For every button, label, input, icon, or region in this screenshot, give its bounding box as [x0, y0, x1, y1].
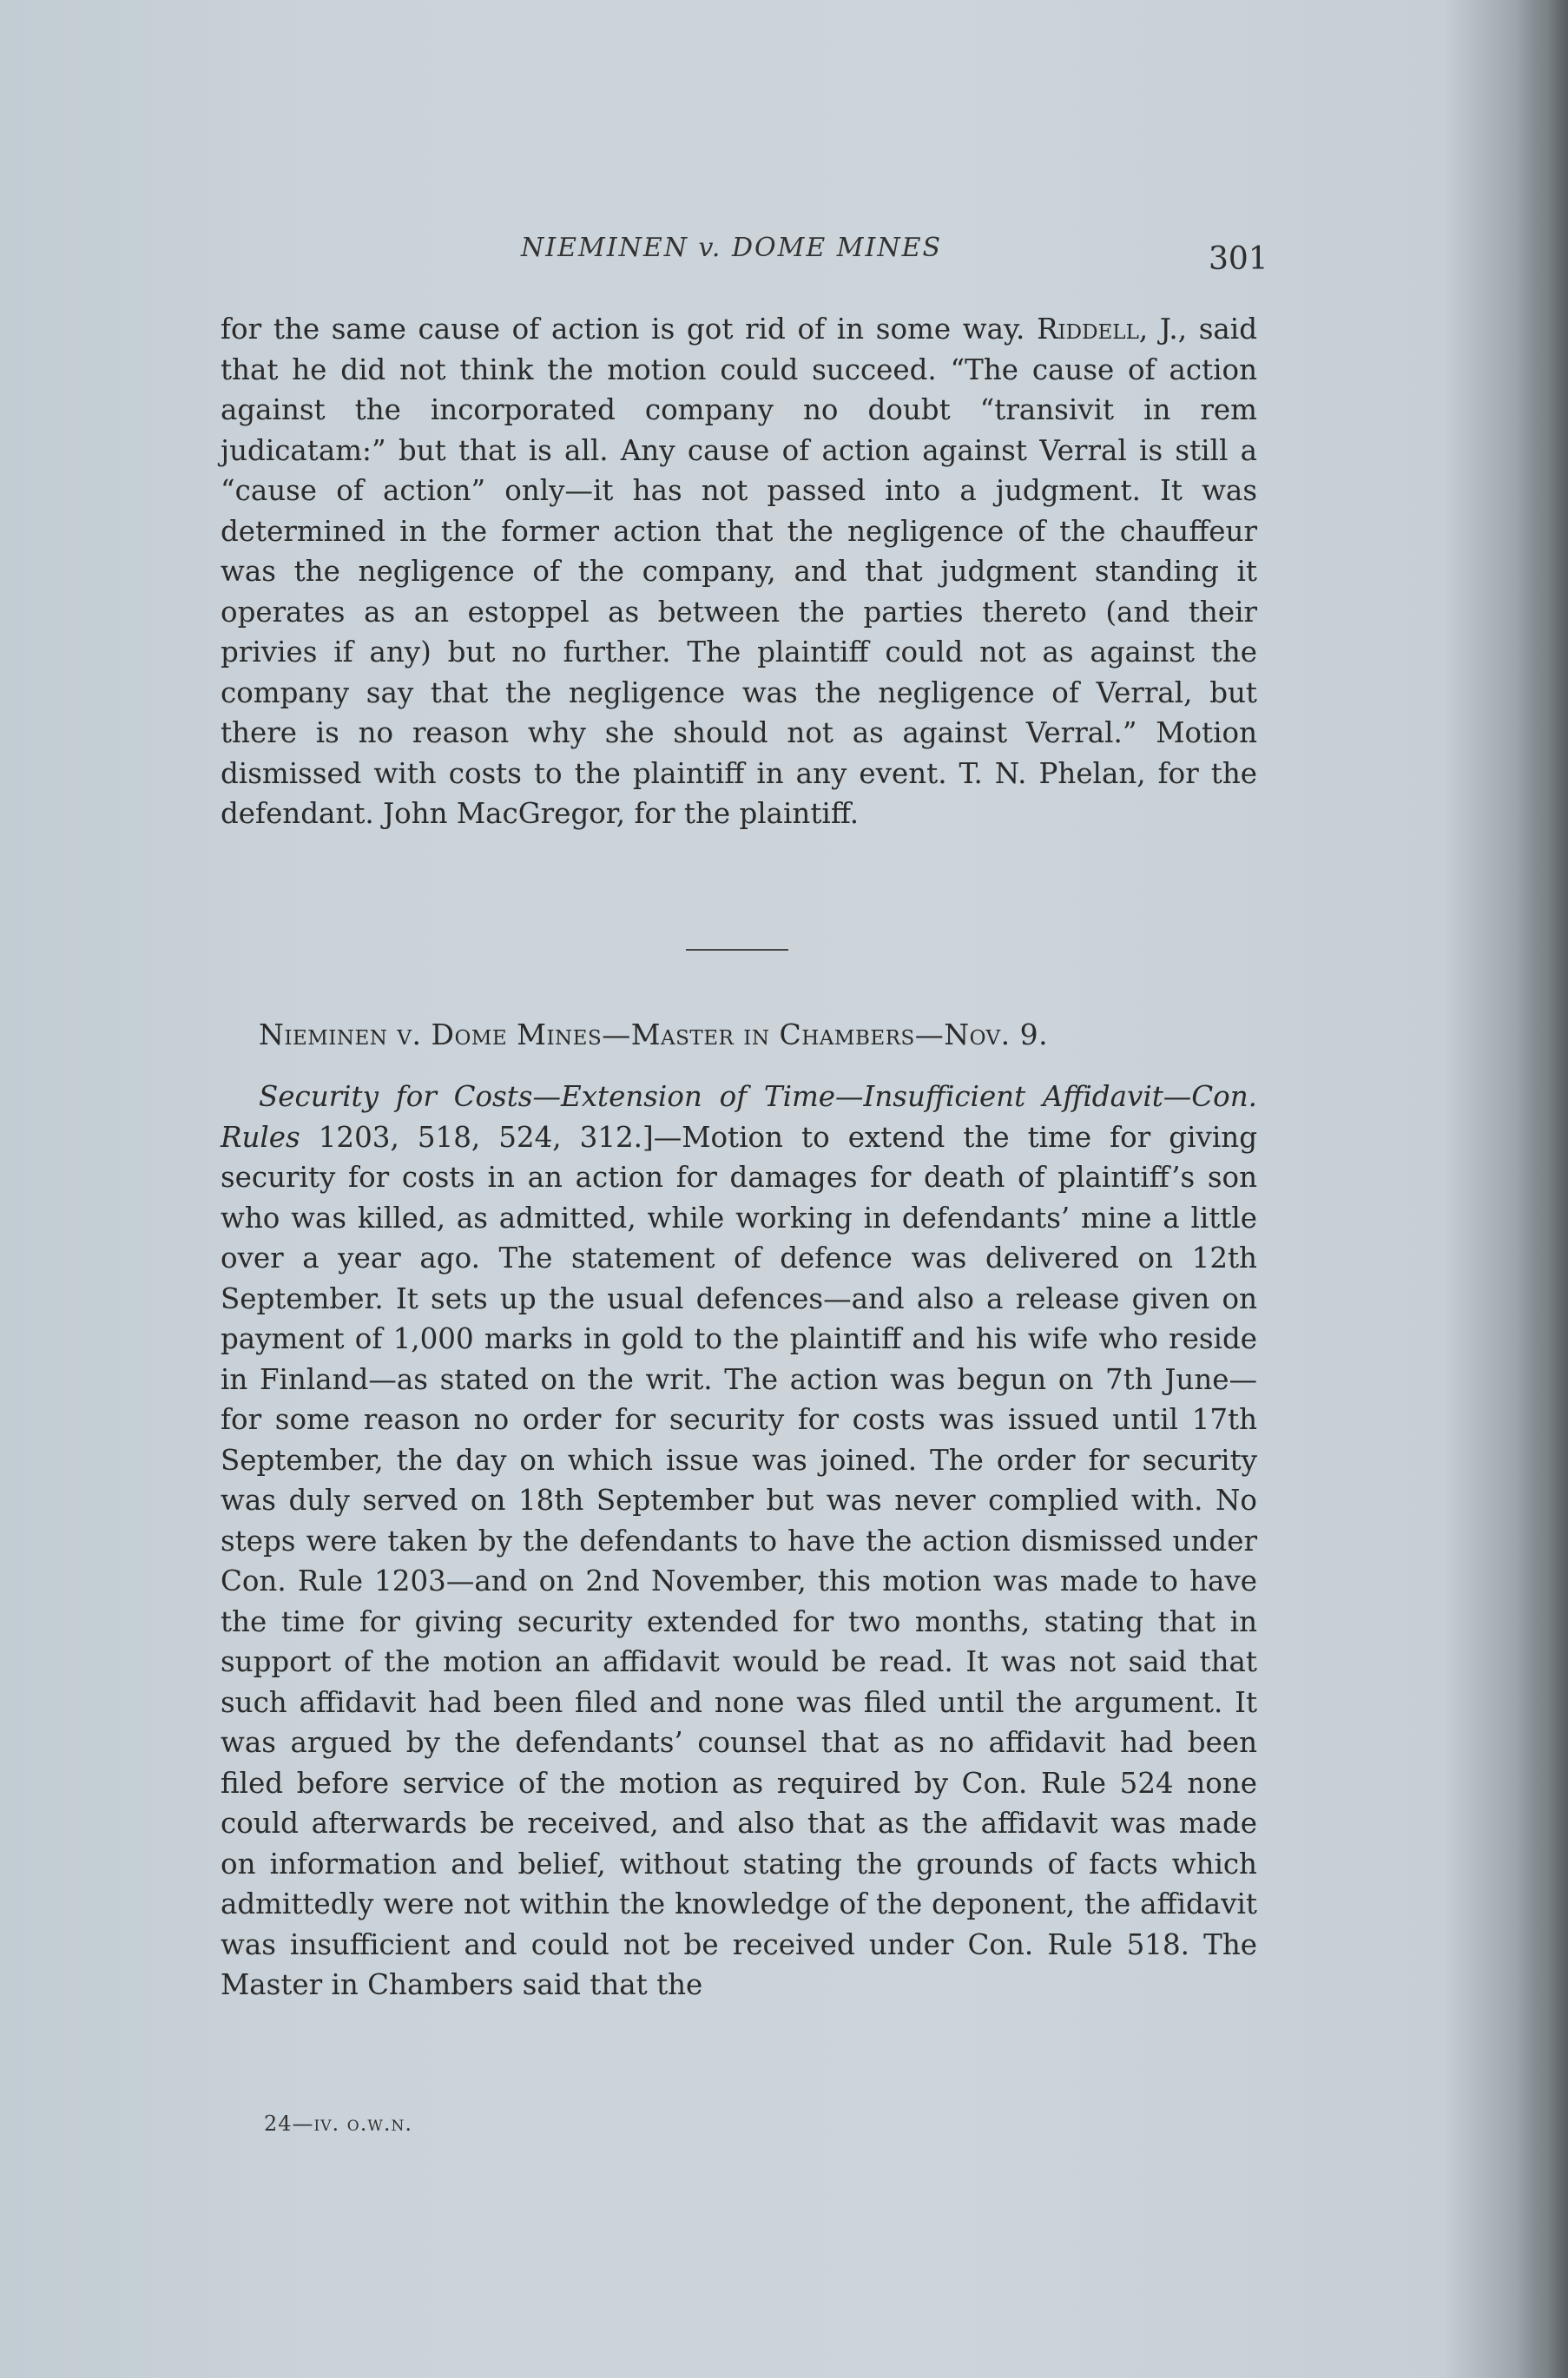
- signature-number: 24—: [264, 2111, 314, 2136]
- running-head: NIEMINEN v. DOME MINES: [521, 233, 943, 263]
- signature-volume: iv. o.w.n.: [313, 2111, 412, 2136]
- paragraph-text: for the same cause of action is got rid of in some way.: [221, 313, 1038, 346]
- case-heading: Nieminen v. Dome Mines—Master in Chambers—Nov. 9.: [259, 1018, 1049, 1051]
- judge-name: Riddell: [1037, 313, 1139, 346]
- paragraph-text: , J., said that he did not think the motion could succeed. “The cause of action against the incorporated company no doubt “transivit in rem judicatam:” but that is all. Any cause of action against Verral is still a “cause of action” only—it has not passed into a judgment. It was determined in the former action that the negligence of the chauffeur was the negligence of the company, and that judgment standing it operates as an estoppel as between the parties thereto (and their privies if any) but no further. The plaintiff could not as against the company say that the negligence was the negligence of Verral, but there is no reason why she should not as against Verral.” Motion dismissed with costs to the plaintiff in any event. T. N. Phelan, for the defendant. John MacGregor, for the plaintiff.: [221, 313, 1257, 830]
- section-divider: [686, 949, 788, 951]
- paragraph-riddell-judgment: [221, 309, 1257, 834]
- page-number: 301: [1209, 241, 1268, 277]
- paragraph-master-motion: [221, 1077, 1257, 2006]
- signature-mark: [264, 2111, 412, 2136]
- paragraph-text: 1203, 518, 524, 312.]—Motion to extend the time for giving security for costs in an action for damages for death of plaintiff’s son who was killed, as admitted, while working in defendants’ mine a little over a year ago. The statement of defence was delivered on 12th September. It sets up the usual defences—and also a release given on payment of 1,000 marks in gold to the plaintiff and his wife who reside in Finland—as stated on the writ. The action was begun on 7th June—for some reason no order for security for costs was issued until 17th September, the day on which issue was joined. The order for security was duly served on 18th September but was never complied with. No steps were taken by the defendants to have the action dismissed under Con. Rule 1203—and on 2nd November, this motion was made to have the time for giving security extended for two months, stating that in support of the motion an affidavit would be read. It was not said that such affidavit had been filed and none was filed until the argument. It was argued by the defendants’ counsel that as no affidavit had been filed before service of the motion as required by Con. Rule 524 none could afterwards be received, and also that as the affidavit was made on information and belief, without stating the grounds of facts which admittedly were not within the knowledge of the deponent, the affidavit was insufficient and could not be received under Con. Rule 518. The Master in Chambers said that the: [221, 1120, 1257, 2001]
- headnote-italic: Security for Costs—Extension of Time—Insufficient Affidavit—Con. Rules: [221, 1080, 1257, 1154]
